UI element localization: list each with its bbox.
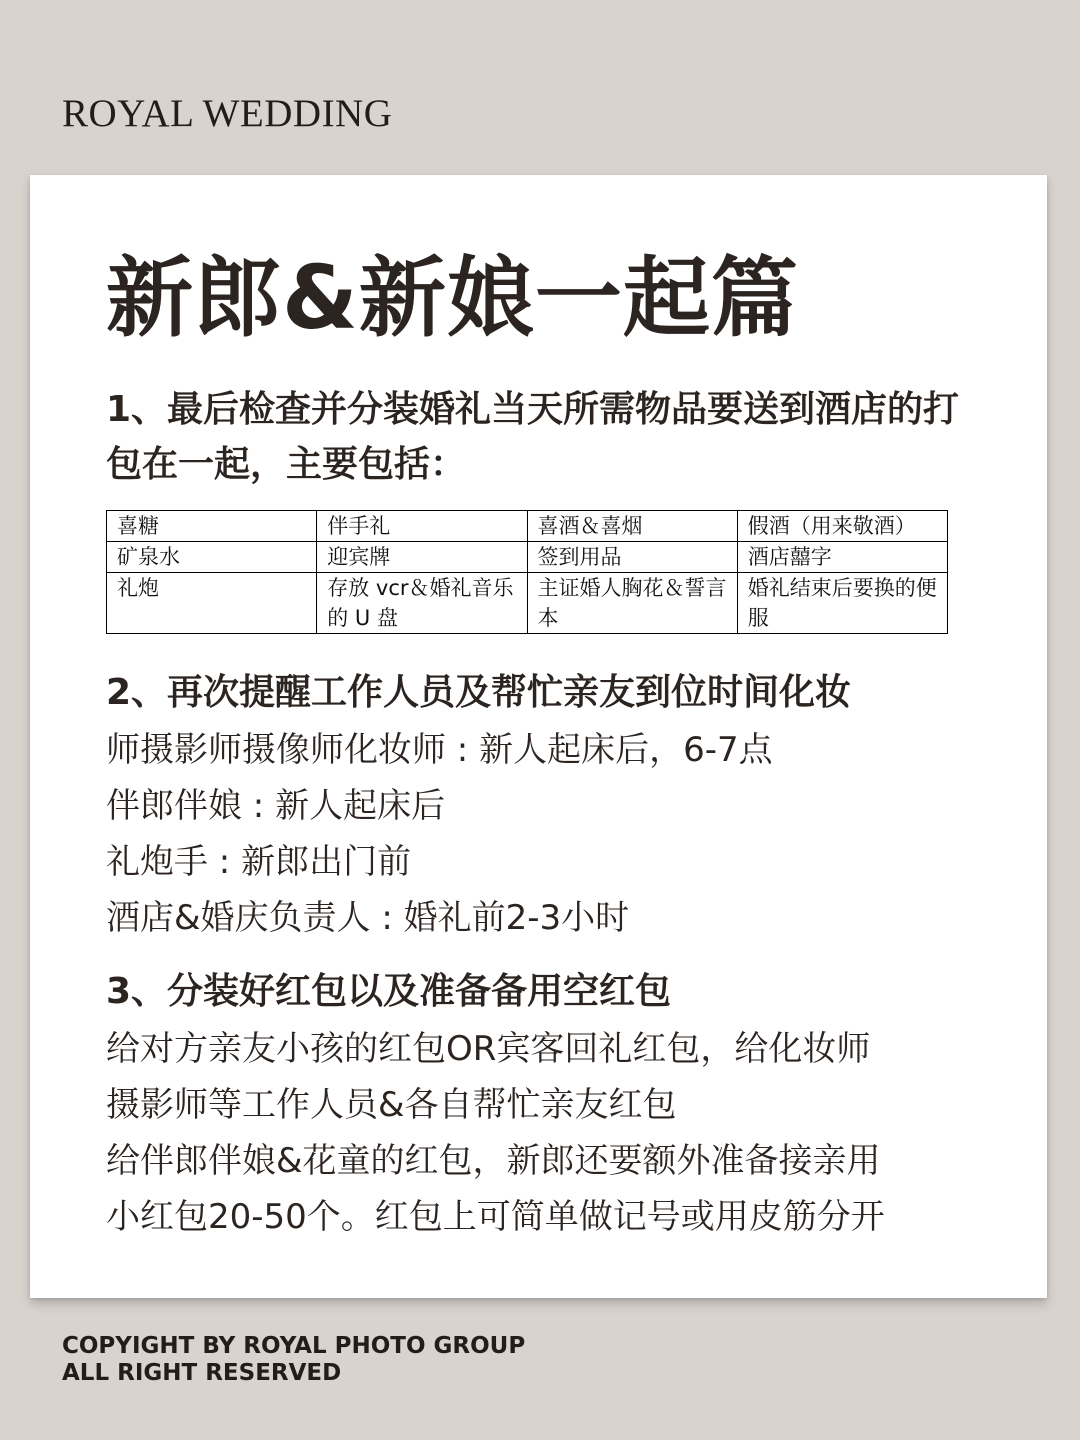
table-cell: 矿泉水 <box>107 542 317 573</box>
section-2-title: 2、再次提醒工作人员及帮忙亲友到位时间化妆 <box>106 672 852 713</box>
brand-title: ROYAL WEDDING <box>62 92 393 135</box>
section-1-title: 1、最后检查并分装婚礼当天所需物品要送到酒店的打包在一起，主要包括： <box>106 389 960 485</box>
table-cell: 假酒（用来敬酒） <box>737 511 947 542</box>
list-item: 小红包20-50个。红包上可简单做记号或用皮筋分开 <box>106 1197 885 1237</box>
table-cell: 存放 vcr＆婚礼音乐的 U 盘 <box>317 573 527 634</box>
content-card <box>30 175 1047 1298</box>
table-row <box>107 511 948 542</box>
list-item: 酒店&婚庆负责人 : 婚礼前2-3小时 <box>106 898 630 938</box>
list-item: 伴郎伴娘 : 新人起床后 <box>106 786 446 826</box>
section-3-lines <box>106 1021 976 1245</box>
table-cell: 婚礼结束后要换的便服 <box>737 573 947 634</box>
list-item: 给伴郎伴娘&花童的红包，新郎还要额外准备接亲用 <box>106 1141 881 1181</box>
table-cell: 签到用品 <box>527 542 737 573</box>
table-cell: 喜糖 <box>107 511 317 542</box>
copyright-footer <box>62 1333 525 1387</box>
copyright-line: COPYIGHT BY ROYAL PHOTO GROUP <box>62 1333 526 1359</box>
table-row <box>107 542 948 573</box>
items-table <box>106 510 948 634</box>
rights-line: ALL RIGHT RESERVED <box>62 1360 342 1386</box>
table-cell: 迎宾牌 <box>317 542 527 573</box>
table-cell: 主证婚人胸花＆誓言本 <box>527 573 737 634</box>
list-item: 摄影师等工作人员&各自帮忙亲友红包 <box>106 1085 677 1125</box>
list-item: 给对方亲友小孩的红包OR宾客回礼红包，给化妆师 <box>106 1029 871 1069</box>
page-title: 新郎&新娘一起篇 <box>106 247 799 349</box>
table-cell: 礼炮 <box>107 573 317 634</box>
table-cell: 酒店囍字 <box>737 542 947 573</box>
table-cell: 喜酒＆喜烟 <box>527 511 737 542</box>
table-row <box>107 573 948 634</box>
list-item: 师摄影师摄像师化妆师 : 新人起床后，6-7点 <box>106 730 773 770</box>
section-2-lines <box>106 722 976 946</box>
list-item: 礼炮手 : 新郎出门前 <box>106 842 412 882</box>
section-3-title: 3、分装好红包以及准备备用空红包 <box>106 971 672 1012</box>
table-cell: 伴手礼 <box>317 511 527 542</box>
